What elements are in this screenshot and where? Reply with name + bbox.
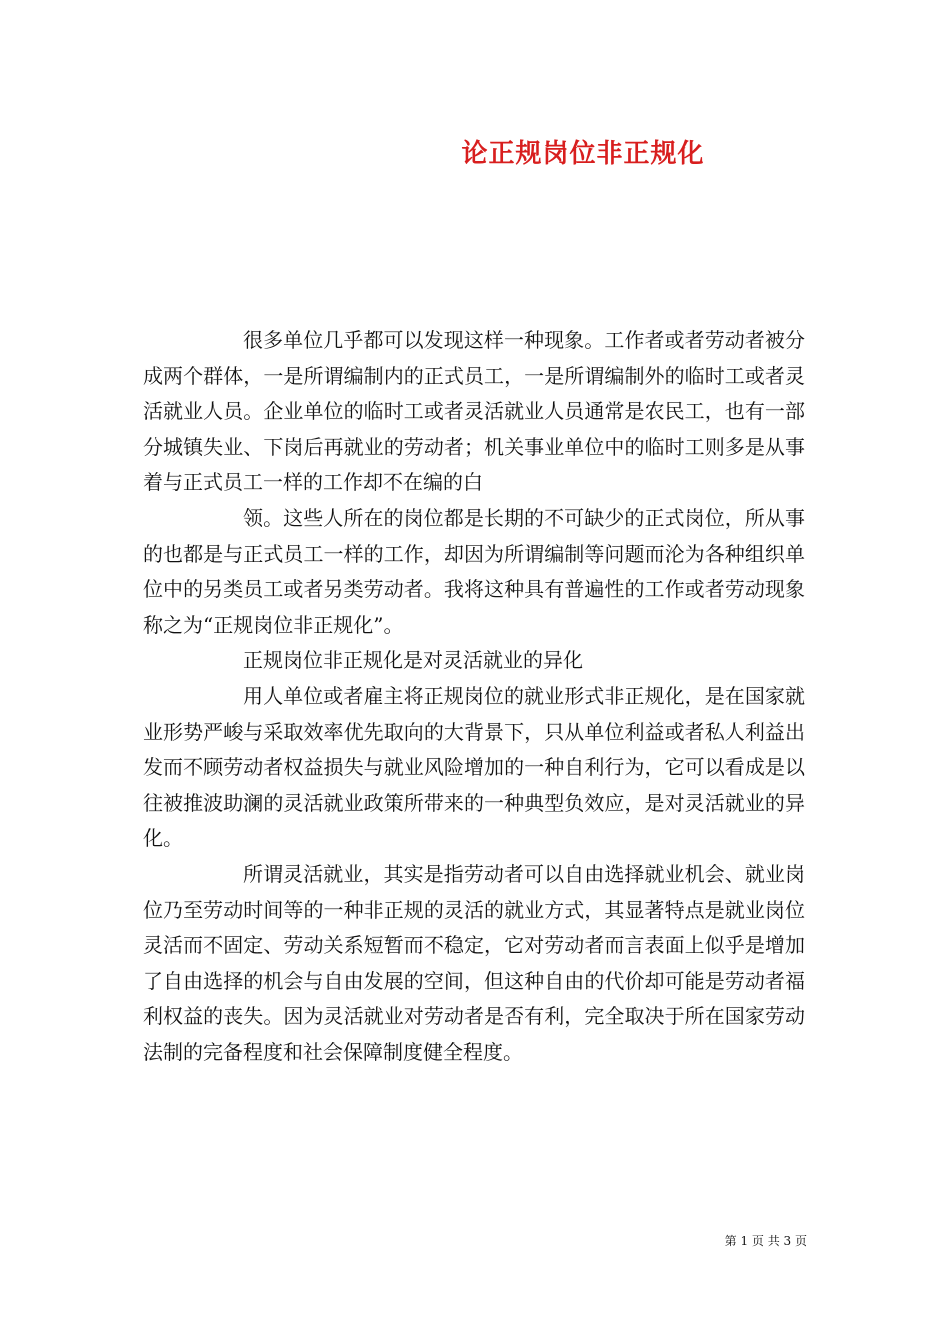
document-title: 论正规岗位非正规化: [461, 139, 705, 169]
paragraph-2: 领。这些人所在的岗位都是长期的不可缺少的正式岗位，所从事的也都是与正式员工一样的工作，却因为所谓编制等问题而沦为各种组织单位中的另类员工或者另类劳动者。我将这种具有普遍性的工作或者劳动现象称之为“正规岗位非正规化”。: [143, 505, 805, 637]
section-heading: 正规岗位非正规化是对灵活就业的异化: [243, 648, 583, 673]
paragraph-4: 所谓灵活就业，其实是指劳动者可以自由选择就业机会、就业岗位乃至劳动时间等的一种非正规的灵活的就业方式，其显著特点是就业岗位灵活而不固定、劳动关系短暂而不稳定，它对劳动者而言表面上似乎是增加了自由选择的机会与自由发展的空间，但这种自由的代价却可能是劳动者福利权益的丧失。因为灵活就业对劳动者是否有利，完全取决于所在国家劳动法制的完备程度和社会保障制度健全程度。: [143, 861, 805, 1064]
document-body: [143, 323, 805, 1070]
page-number: 第 1 页 共 3 页: [724, 1234, 807, 1248]
paragraph-1: 很多单位几乎都可以发现这样一种现象。工作者或者劳动者被分成两个群体，一是所谓编制内的正式员工，一是所谓编制外的临时工或者灵活就业人员。企业单位的临时工或者灵活就业人员通常是农民工，也有一部分城镇失业、下岗后再就业的劳动者；机关事业单位中的临时工则多是从事着与正式员工一样的工作却不在编的白: [143, 328, 805, 495]
paragraph-3: 用人单位或者雇主将正规岗位的就业形式非正规化，是在国家就业形势严峻与采取效率优先取向的大背景下，只从单位利益或者私人利益出发而不顾劳动者权益损失与就业风险增加的一种自利行为，它可以看成是以往被推波助澜的灵活就业政策所带来的一种典型负效应，是对灵活就业的异化。: [143, 683, 805, 851]
